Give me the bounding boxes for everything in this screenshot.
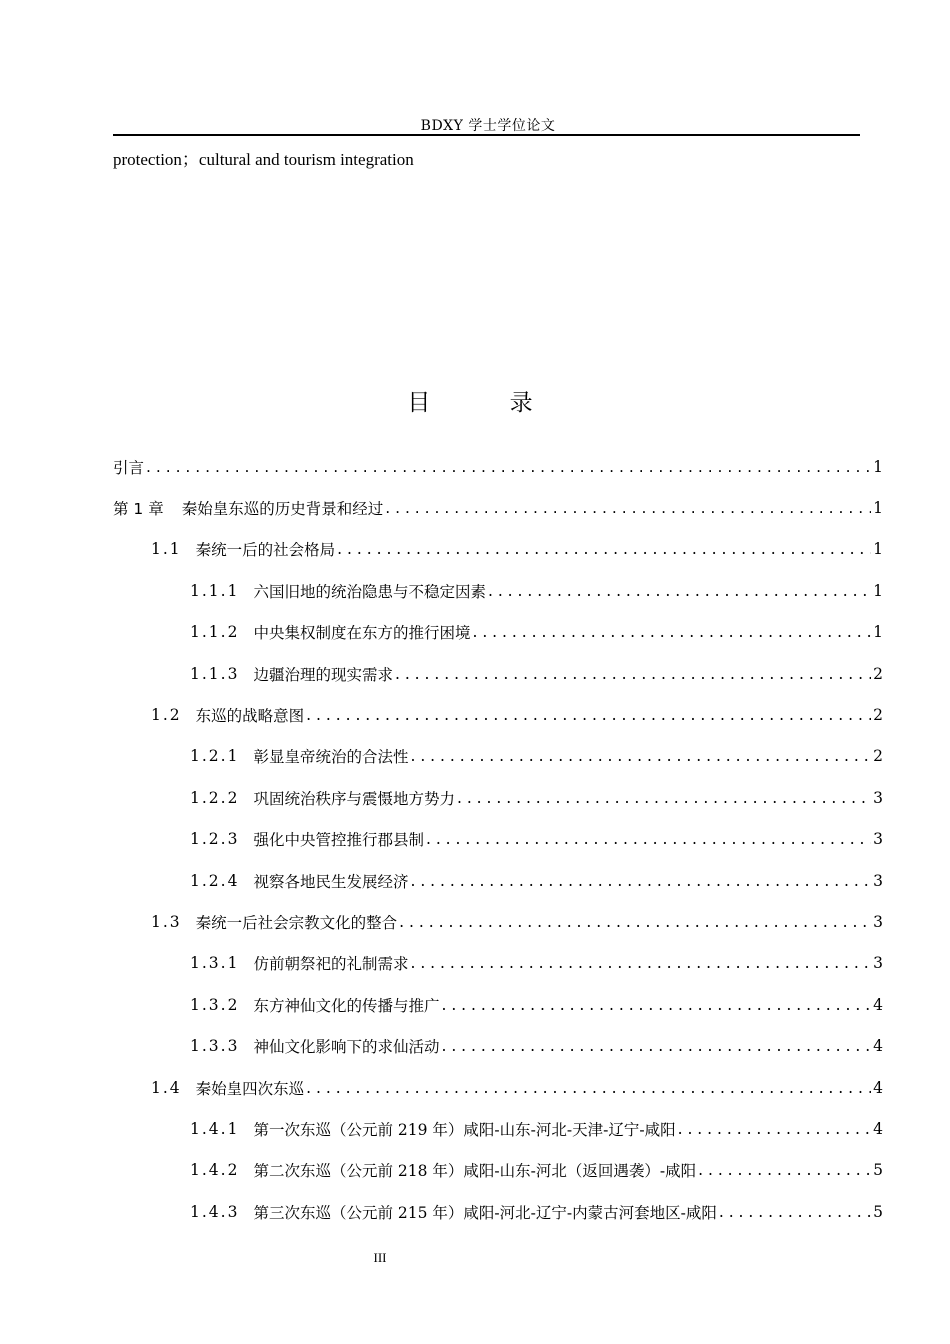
toc-dot-leader (426, 830, 871, 848)
toc-entry-page: 3 (873, 954, 883, 973)
toc-dot-leader (306, 1079, 871, 1097)
toc-entry[interactable] (113, 1067, 883, 1108)
toc-dot-leader (306, 706, 871, 724)
toc-dot-leader (410, 872, 871, 890)
toc-entry-title: 东方神仙文化的传播与推广 (253, 996, 440, 1015)
toc-entry-title: 彰显皇帝统治的合法性 (253, 748, 409, 767)
toc-dot-leader (385, 499, 871, 517)
toc-entry-page: 4 (873, 1037, 883, 1056)
toc-entry-number: 1.2.3 (190, 830, 240, 849)
toc-entry-title: 引言 (113, 458, 145, 477)
toc-entry-page: 2 (873, 706, 883, 725)
toc-entry-title: 边疆治理的现实需求 (253, 665, 393, 684)
toc-entry-title: 东巡的战略意图 (195, 707, 305, 726)
toc-entry-title: 仿前朝祭祀的礼制需求 (253, 955, 409, 974)
toc-dot-leader (410, 954, 871, 972)
running-header: BDXY 学士学位论文 (420, 118, 556, 134)
keywords-line: protection；cultural and tourism integration (113, 150, 414, 169)
toc-entry-title: 第一次东巡（公元前 219 年）咸阳-山东-河北-天津-辽宁-咸阳 (253, 1120, 676, 1139)
toc-dot-leader (488, 582, 871, 600)
toc-entry-number: 1.4.2 (190, 1161, 240, 1180)
toc-dot-leader (441, 996, 871, 1014)
toc-dot-leader (472, 623, 871, 641)
toc-entry[interactable] (113, 1191, 883, 1232)
toc-dot-leader (395, 665, 871, 683)
toc-entry-title: 秦统一后社会宗教文化的整合 (195, 913, 398, 932)
toc-entry-page: 3 (873, 871, 883, 890)
toc-entry[interactable] (113, 612, 883, 653)
toc-entry[interactable] (113, 529, 883, 570)
toc-entry-number: 第 1 章 (113, 500, 164, 519)
toc-entry[interactable] (113, 1025, 883, 1066)
toc-entry[interactable] (113, 487, 883, 528)
toc-entry-title: 六国旧地的统治隐患与不稳定因素 (253, 582, 486, 601)
toc-dot-leader (441, 1037, 871, 1055)
toc-entry-page: 2 (873, 747, 883, 766)
toc-entry-number: 1.2 (151, 706, 182, 725)
toc-dot-leader (410, 747, 871, 765)
toc-entry-title: 中央集权制度在东方的推行困境 (253, 624, 471, 643)
toc-entry[interactable] (113, 819, 883, 860)
toc-entry-title: 秦统一后的社会格局 (195, 541, 336, 560)
toc-entry-number: 1.3.2 (190, 995, 240, 1014)
toc-entry-number: 1.4.1 (190, 1119, 240, 1138)
toc-entry[interactable] (113, 653, 883, 694)
toc-entry[interactable] (113, 984, 883, 1025)
toc-entry-page: 4 (873, 995, 883, 1014)
toc-dot-leader (146, 458, 871, 476)
toc-dot-leader (337, 540, 871, 558)
page-number: III (373, 1250, 387, 1265)
toc-entry[interactable] (113, 1150, 883, 1191)
toc-entry-page: 1 (873, 540, 883, 559)
toc-entry-number: 1.2.1 (190, 747, 240, 766)
toc-entry-page: 3 (873, 788, 883, 807)
toc-entry-page: 5 (873, 1202, 883, 1221)
toc-entry-page: 4 (873, 1078, 883, 1097)
toc-entry-page: 1 (873, 581, 883, 600)
toc-entry[interactable] (113, 694, 883, 735)
toc-entry-number: 1.4 (151, 1078, 182, 1097)
toc-entry-page: 2 (873, 664, 883, 683)
toc-entry-title: 第三次东巡（公元前 215 年）咸阳-河北-辽宁-内蒙古河套地区-咸阳 (253, 1203, 717, 1222)
table-of-contents (113, 446, 883, 1232)
toc-entry-number: 1.1.1 (190, 581, 240, 600)
toc-entry-page: 1 (873, 499, 883, 518)
toc-entry-number: 1.1.2 (190, 623, 240, 642)
toc-entry[interactable] (113, 1108, 883, 1149)
toc-dot-leader (698, 1161, 871, 1179)
toc-entry-page: 3 (873, 912, 883, 931)
toc-entry-number: 1.2.4 (190, 871, 240, 890)
toc-entry-title: 秦始皇东巡的历史背景和经过 (181, 500, 384, 519)
toc-entry[interactable] (113, 736, 883, 777)
header-rule (113, 134, 860, 136)
toc-entry-title: 第二次东巡（公元前 218 年）咸阳-山东-河北（返回遇袭）-咸阳 (253, 1162, 697, 1181)
toc-entry-title: 巩固统治秩序与震慑地方势力 (253, 789, 455, 808)
toc-entry-page: 1 (873, 623, 883, 642)
toc-entry-title: 神仙文化影响下的求仙活动 (253, 1038, 440, 1057)
toc-entry-number: 1.3.1 (190, 954, 240, 973)
toc-entry-page: 5 (873, 1161, 883, 1180)
toc-entry-title: 视察各地民生发展经济 (253, 872, 409, 891)
toc-entry-number: 1.1 (151, 540, 182, 559)
toc-entry[interactable] (113, 777, 883, 818)
toc-dot-leader (399, 913, 871, 931)
toc-entry[interactable] (113, 860, 883, 901)
toc-entry-number: 1.4.3 (190, 1202, 240, 1221)
toc-entry-number: 1.1.3 (190, 664, 240, 683)
toc-entry-page: 4 (873, 1119, 883, 1138)
toc-entry[interactable] (113, 446, 883, 487)
toc-dot-leader (719, 1203, 871, 1221)
toc-entry-page: 1 (873, 457, 883, 476)
toc-entry-number: 1.3.3 (190, 1037, 240, 1056)
toc-entry-number: 1.2.2 (190, 788, 240, 807)
toc-entry[interactable] (113, 901, 883, 942)
toc-heading: 目 录 (407, 390, 569, 416)
toc-entry[interactable] (113, 570, 883, 611)
toc-entry-title: 强化中央管控推行郡县制 (253, 831, 424, 850)
toc-entry-number: 1.3 (151, 912, 182, 931)
toc-dot-leader (678, 1120, 872, 1138)
toc-entry-title: 秦始皇四次东巡 (195, 1079, 305, 1098)
toc-dot-leader (457, 789, 871, 807)
toc-entry-page: 3 (873, 830, 883, 849)
toc-entry[interactable] (113, 943, 883, 984)
